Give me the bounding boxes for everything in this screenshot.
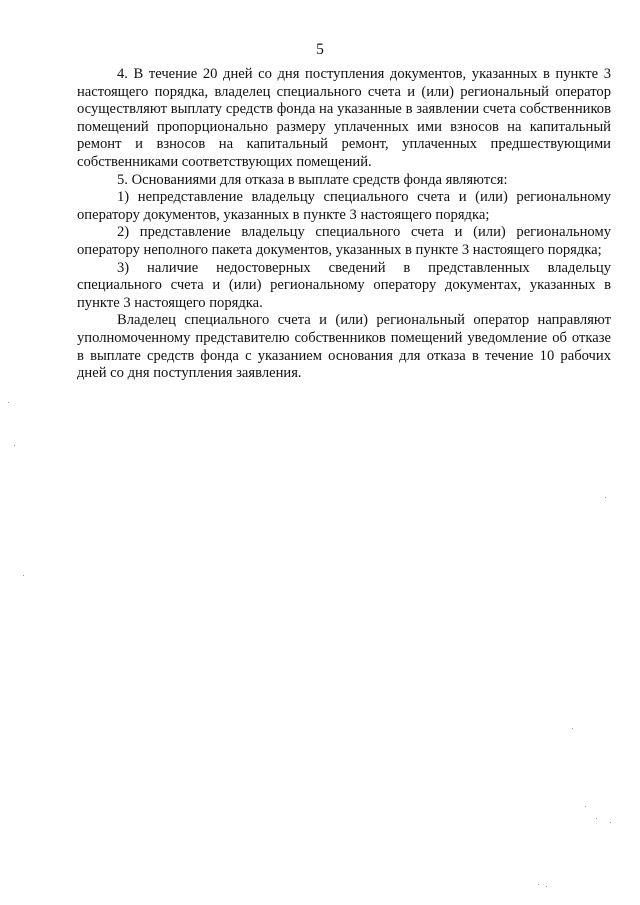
scan-speck <box>610 822 611 823</box>
paragraph-refusal-notice: Владелец специального счета и (или) региональный оператор направляют уполномоченному представителю собственников помещений уведомление об отказе в выплате средств фонда с указанием основания для отказа в течение 10 рабочих дней со дня поступления заявления. <box>77 312 611 382</box>
scan-speck <box>572 728 573 729</box>
paragraph-subitem-1: 1) непредставление владельцу специального счета и (или) региональному оператору документов, указанных в пункте 3 настоящего порядка; <box>77 189 611 223</box>
scan-speck <box>546 886 547 887</box>
paragraph-item-4: 4. В течение 20 дней со дня поступления документов, указанных в пункте 3 настоящего порядка, владелец специального счета и (или) региональный оператор осуществляют выплату средств фонда на указанные в заявлении счета собственников помещений пропорционально размеру уплаченных ими взносов на капитальный ремонт и взносов на капитальный ремонт, уплаченных предшествующими собственниками соответствующих помещений. <box>77 66 611 170</box>
scan-speck <box>8 402 9 403</box>
scan-speck <box>14 445 15 446</box>
document-body <box>77 66 611 383</box>
scan-speck <box>23 575 24 576</box>
paragraph-subitem-3: 3) наличие недостоверных сведений в представленных владельцу специального счета и (или) региональному оператору документах, указанных в пункте 3 настоящего порядка. <box>77 259 611 311</box>
paragraph-subitem-2: 2) представление владельцу специального счета и (или) региональному оператору неполного пакета документов, указанных в пункте 3 настоящего порядка; <box>77 224 611 258</box>
scan-speck <box>585 806 586 807</box>
scan-speck <box>605 497 606 498</box>
scan-speck <box>596 818 597 819</box>
page-number: 5 <box>316 41 324 58</box>
scan-speck <box>538 884 539 885</box>
paragraph-item-5: 5. Основаниями для отказа в выплате средств фонда являются: <box>117 171 508 188</box>
